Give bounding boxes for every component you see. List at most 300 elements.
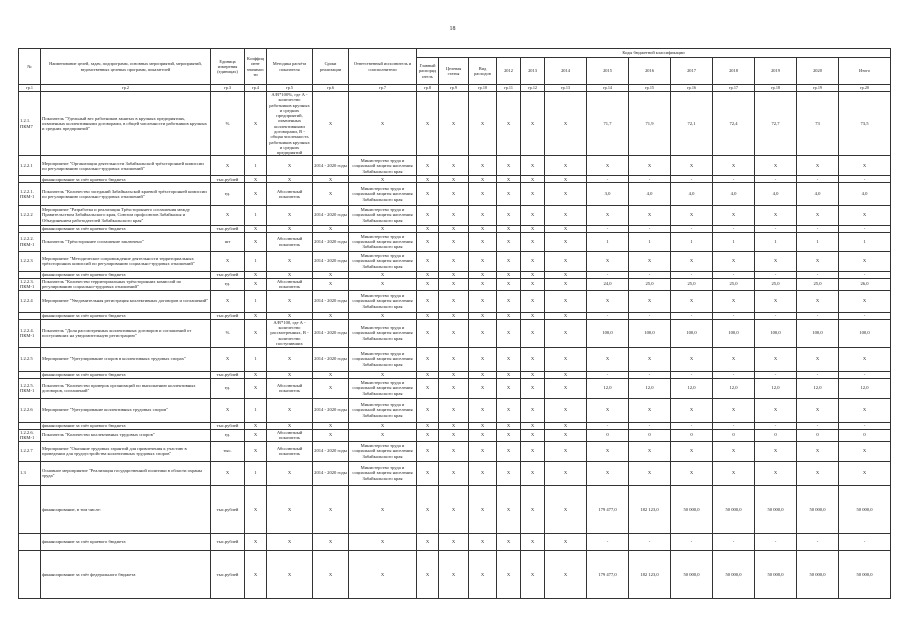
row-cell: Х: [587, 251, 629, 271]
row-cell: -: [755, 371, 797, 378]
row-cell: -: [713, 225, 755, 232]
row-cell: Х: [629, 461, 671, 485]
row-cell: Х: [469, 271, 497, 278]
row-cell: Х: [439, 312, 469, 319]
row-cell: Х: [713, 398, 755, 422]
row-cell: Х: [671, 205, 713, 225]
row-cell: Х: [439, 398, 469, 422]
row-cell: Х: [211, 156, 245, 176]
row-cell: 100,0: [755, 319, 797, 347]
row-title: Показатель "Количество коллективных трудовых споров": [41, 429, 211, 441]
row-cell: Х: [839, 461, 891, 485]
row-cell: Х: [713, 347, 755, 371]
row-cell: Х: [521, 461, 545, 485]
row-cell: -: [671, 271, 713, 278]
column-number: гр.1: [19, 85, 41, 92]
header-year: 2016: [629, 58, 671, 85]
row-cell: Х: [469, 290, 497, 312]
row-cell: Х: [469, 347, 497, 371]
row-cell: -: [587, 176, 629, 183]
row-cell: ед.: [211, 429, 245, 441]
row-cell: 1: [245, 156, 267, 176]
row-cell: Министерство труда и социальной защиты населения Забайкальского края: [349, 378, 417, 398]
row-cell: Х: [497, 347, 521, 371]
row-cell: 1: [797, 232, 839, 251]
row-title: Показатель "Количество проверок организаций по выполнению коллективных договоров, соглашений": [41, 378, 211, 398]
row-cell: Х: [417, 441, 439, 461]
row-cell: -: [629, 225, 671, 232]
row-cell: Х: [545, 225, 587, 232]
row-cell: -: [587, 225, 629, 232]
row-cell: 50 000,0: [797, 485, 839, 534]
row-cell: Х: [349, 422, 417, 429]
row-title: Мероприятие "Оказание трудовых гарантий для привлечения к участию в проведении для трудоустройства коллективных трудовых споров": [41, 441, 211, 461]
row-cell: -: [587, 312, 629, 319]
row-cell: Х: [587, 441, 629, 461]
row-cell: 2014 - 2020 годы: [313, 319, 349, 347]
column-number: гр.15: [629, 85, 671, 92]
row-cell: -: [839, 534, 891, 551]
row-cell: 4,0: [671, 183, 713, 205]
row-cell: %: [211, 319, 245, 347]
row-cell: тыс.рублей: [211, 176, 245, 183]
row-cell: Х: [439, 371, 469, 378]
row-cell: Х: [545, 251, 587, 271]
row-cell: Х: [439, 485, 469, 534]
row-cell: Х: [313, 312, 349, 319]
row-cell: Министерство труда и социальной защиты населения Забайкальского края: [349, 347, 417, 371]
row-cell: Х: [521, 422, 545, 429]
row-cell: -: [797, 422, 839, 429]
row-cell: Х: [521, 183, 545, 205]
row-cell: Х: [497, 398, 521, 422]
row-cell: Х: [839, 441, 891, 461]
row-cell: -: [755, 176, 797, 183]
row-cell: 3,0: [587, 183, 629, 205]
row-title: финансирование за счёт краевого бюджета: [41, 225, 211, 232]
row-cell: Х: [211, 398, 245, 422]
header-terms: Сроки реализации: [313, 49, 349, 85]
row-cell: Х: [755, 156, 797, 176]
header-coef: Коэффициент значимости: [245, 49, 267, 85]
table-row: [19, 378, 891, 398]
row-cell: тыс.рублей: [211, 225, 245, 232]
row-cell: Х: [545, 278, 587, 290]
row-cell: тыс.: [211, 441, 245, 461]
row-code: [19, 534, 41, 551]
row-cell: Х: [469, 205, 497, 225]
row-cell: Х: [587, 290, 629, 312]
column-number: гр.18: [755, 85, 797, 92]
column-number: гр.2: [41, 85, 211, 92]
row-cell: -: [797, 312, 839, 319]
row-cell: Х: [797, 398, 839, 422]
row-cell: Х: [245, 319, 267, 347]
row-cell: Х: [211, 347, 245, 371]
header-year: 2018: [713, 58, 755, 85]
row-cell: Х: [521, 441, 545, 461]
header-unit: Единица измерения (единицах): [211, 49, 245, 85]
row-cell: 50 000,0: [671, 485, 713, 534]
row-cell: 2014 - 2020 годы: [313, 251, 349, 271]
row-cell: 182 123,0: [629, 485, 671, 534]
row-cell: Х: [417, 319, 439, 347]
row-cell: 4,0: [755, 183, 797, 205]
row-cell: Х: [267, 371, 313, 378]
row-cell: Х: [545, 271, 587, 278]
row-cell: Х: [469, 378, 497, 398]
row-cell: Х: [267, 290, 313, 312]
row-cell: 179 477,0: [587, 550, 629, 599]
row-title: финансирование за счёт краевого бюджета: [41, 271, 211, 278]
row-cell: Х: [469, 225, 497, 232]
row-cell: Х: [545, 205, 587, 225]
row-cell: Х: [671, 347, 713, 371]
row-cell: -: [629, 312, 671, 319]
row-cell: Х: [245, 271, 267, 278]
row-cell: Х: [349, 429, 417, 441]
row-cell: Х: [417, 398, 439, 422]
row-cell: Х: [469, 183, 497, 205]
row-cell: Х: [545, 290, 587, 312]
row-cell: 1: [587, 232, 629, 251]
row-cell: -: [671, 225, 713, 232]
row-cell: 0: [839, 429, 891, 441]
row-cell: Х: [245, 176, 267, 183]
row-cell: 12,0: [797, 378, 839, 398]
row-cell: Х: [713, 290, 755, 312]
row-code: 1.2.1. ПКМ7: [19, 92, 41, 156]
row-title: финансирование за счёт краевого бюджета: [41, 176, 211, 183]
table-row: [19, 550, 891, 599]
row-cell: Х: [497, 429, 521, 441]
row-cell: Х: [439, 347, 469, 371]
row-cell: Х: [521, 156, 545, 176]
row-title: Основное мероприятие "Реализация государственной политики в области охраны труда": [41, 461, 211, 485]
row-cell: Х: [349, 278, 417, 290]
header-no: №: [19, 49, 41, 85]
row-cell: Х: [545, 398, 587, 422]
row-cell: -: [797, 225, 839, 232]
row-cell: Абсолютный показатель: [267, 429, 313, 441]
row-cell: Х: [313, 429, 349, 441]
row-code: [19, 176, 41, 183]
row-cell: Х: [417, 550, 439, 599]
row-cell: Х: [245, 371, 267, 378]
row-title: Мероприятие "Методическое сопровождение деятельности территориальных трёхсторонних комиссий по регулированию социально-трудовых отношений": [41, 251, 211, 271]
row-cell: 100,0: [671, 319, 713, 347]
row-cell: Х: [497, 176, 521, 183]
table-row: [19, 429, 891, 441]
row-cell: Х: [439, 441, 469, 461]
row-cell: Х: [349, 271, 417, 278]
row-cell: 100,0: [713, 319, 755, 347]
row-cell: 12,0: [587, 378, 629, 398]
row-cell: Х: [713, 205, 755, 225]
row-cell: Х: [755, 441, 797, 461]
row-cell: Х: [439, 176, 469, 183]
row-cell: Х: [245, 92, 267, 156]
row-cell: Х: [417, 371, 439, 378]
row-cell: 73,5: [839, 92, 891, 156]
row-title: финансирование за счёт федерального бюджета: [41, 550, 211, 599]
row-cell: Х: [521, 278, 545, 290]
row-cell: Х: [497, 232, 521, 251]
header-year: 2019: [755, 58, 797, 85]
row-cell: Х: [629, 205, 671, 225]
header-row-1: [19, 49, 891, 58]
row-cell: Х: [545, 422, 587, 429]
row-cell: Х: [439, 205, 469, 225]
row-cell: 4,0: [713, 183, 755, 205]
row-cell: Х: [671, 290, 713, 312]
row-cell: Х: [417, 485, 439, 534]
row-title: Показатель "Удельный вес работников занятых в крупных предприятиях, охваченных коллективными договорами, в общей численности работников крупных и средних предприятий": [41, 92, 211, 156]
row-cell: -: [839, 271, 891, 278]
row-cell: 25,0: [797, 278, 839, 290]
header-grbs: Главный распорядитель: [417, 58, 439, 85]
row-cell: Х: [545, 312, 587, 319]
row-cell: Х: [497, 534, 521, 551]
row-cell: 0: [587, 429, 629, 441]
row-cell: 1: [755, 232, 797, 251]
row-cell: -: [713, 422, 755, 429]
row-cell: Х: [349, 312, 417, 319]
row-code: 1.2.2.1: [19, 156, 41, 176]
row-cell: Х: [417, 534, 439, 551]
row-cell: Х: [521, 319, 545, 347]
row-cell: Х: [839, 290, 891, 312]
header-year: 2013: [521, 58, 545, 85]
row-code: 1.2.2.1. ПКМ-1: [19, 183, 41, 205]
row-cell: Министерство труда и социальной защиты населения Забайкальского края: [349, 398, 417, 422]
row-cell: -: [839, 176, 891, 183]
table-row: [19, 176, 891, 183]
row-cell: Х: [545, 183, 587, 205]
row-title: Показатель "Количество заседаний Забайкальской краевой трёхсторонней комиссии по регулированию социально-трудовых отношений": [41, 183, 211, 205]
row-cell: 50 000,0: [839, 550, 891, 599]
header-year: 2017: [671, 58, 713, 85]
row-cell: Х: [545, 485, 587, 534]
row-cell: Х: [439, 92, 469, 156]
row-cell: 12,0: [629, 378, 671, 398]
row-cell: Х: [497, 550, 521, 599]
row-cell: Х: [521, 271, 545, 278]
row-cell: %: [211, 92, 245, 156]
row-cell: Х: [245, 534, 267, 551]
row-cell: Х: [521, 312, 545, 319]
row-cell: Х: [497, 485, 521, 534]
row-cell: 24,0: [587, 278, 629, 290]
header-year: 2014: [545, 58, 587, 85]
row-cell: Х: [417, 312, 439, 319]
row-title: финансирование, в том числе:: [41, 485, 211, 534]
row-cell: 2014 - 2020 годы: [313, 347, 349, 371]
row-cell: 4,0: [839, 183, 891, 205]
row-cell: Х: [245, 278, 267, 290]
row-cell: Х: [797, 347, 839, 371]
row-cell: Х: [439, 550, 469, 599]
row-code: 1.2.2.3: [19, 251, 41, 271]
row-cell: -: [629, 534, 671, 551]
row-cell: Х: [521, 232, 545, 251]
row-cell: -: [671, 176, 713, 183]
row-cell: Х: [245, 232, 267, 251]
row-cell: Х: [629, 398, 671, 422]
row-code: [19, 271, 41, 278]
row-code: [19, 422, 41, 429]
row-cell: Х: [211, 290, 245, 312]
row-cell: Х: [439, 271, 469, 278]
row-cell: Х: [267, 461, 313, 485]
row-cell: Х: [211, 461, 245, 485]
row-title: финансирование за счёт краевого бюджета: [41, 534, 211, 551]
row-cell: 12,0: [839, 378, 891, 398]
table-row: [19, 534, 891, 551]
row-title: Показатель "Трёхстороннее соглашение заключено": [41, 232, 211, 251]
row-cell: Х: [245, 378, 267, 398]
row-cell: 25,0: [713, 278, 755, 290]
row-cell: Х: [521, 429, 545, 441]
row-cell: Х: [497, 156, 521, 176]
row-cell: Х: [267, 534, 313, 551]
row-code: 1.2.2.4: [19, 290, 41, 312]
row-cell: Х: [313, 176, 349, 183]
row-title: финансирование за счёт краевого бюджета: [41, 422, 211, 429]
column-number-row: [19, 85, 891, 92]
row-cell: Х: [545, 461, 587, 485]
row-cell: Х: [267, 398, 313, 422]
row-cell: Министерство труда и социальной защиты населения Забайкальского края: [349, 319, 417, 347]
table-body: [19, 85, 891, 599]
row-cell: -: [587, 371, 629, 378]
row-cell: 72,7: [755, 92, 797, 156]
row-cell: Х: [439, 278, 469, 290]
row-cell: Х: [313, 225, 349, 232]
column-number: гр.11: [497, 85, 521, 92]
row-cell: Х: [417, 461, 439, 485]
row-cell: Х: [267, 225, 313, 232]
row-cell: -: [797, 271, 839, 278]
row-title: Мероприятие "Урегулирование коллективных трудовых споров": [41, 398, 211, 422]
row-cell: Х: [417, 429, 439, 441]
row-cell: Х: [469, 534, 497, 551]
row-cell: Х: [521, 251, 545, 271]
table-row: [19, 290, 891, 312]
table-row: [19, 183, 891, 205]
row-title: Мероприятие "Организация деятельности Забайкальской трёхсторонней комиссии по регулированию социально-трудовых отношений": [41, 156, 211, 176]
table-row: [19, 271, 891, 278]
row-cell: Министерство труда и социальной защиты населения Забайкальского края: [349, 251, 417, 271]
row-cell: тыс.рублей: [211, 271, 245, 278]
row-cell: тыс.рублей: [211, 371, 245, 378]
table-row: [19, 92, 891, 156]
row-cell: тыс.рублей: [211, 422, 245, 429]
row-cell: Х: [439, 461, 469, 485]
row-cell: Х: [671, 156, 713, 176]
row-cell: -: [671, 534, 713, 551]
row-cell: Х: [469, 312, 497, 319]
row-cell: Х: [545, 534, 587, 551]
row-cell: Х: [839, 205, 891, 225]
row-cell: Х: [417, 290, 439, 312]
row-cell: 50 000,0: [713, 550, 755, 599]
row-cell: Х: [469, 429, 497, 441]
row-cell: Х: [267, 156, 313, 176]
row-cell: Х: [267, 485, 313, 534]
header-name: Наименование целей, задач, подпрограмм, основных мероприятий, мероприятий, ведомственных целевых программ, показателей: [41, 49, 211, 85]
column-number: гр.20: [839, 85, 891, 92]
row-code: [19, 550, 41, 599]
row-cell: 50 000,0: [755, 485, 797, 534]
row-cell: Х: [545, 371, 587, 378]
row-cell: Х: [545, 429, 587, 441]
row-cell: -: [671, 371, 713, 378]
row-cell: Х: [439, 183, 469, 205]
row-cell: Х: [349, 371, 417, 378]
row-cell: Х: [313, 550, 349, 599]
row-cell: Х: [313, 92, 349, 156]
row-cell: Х: [417, 251, 439, 271]
row-cell: Х: [797, 441, 839, 461]
row-cell: Х: [587, 347, 629, 371]
row-cell: -: [755, 422, 797, 429]
row-cell: Х: [521, 225, 545, 232]
row-cell: Х: [439, 319, 469, 347]
header-year: 2020: [797, 58, 839, 85]
row-cell: 2014 - 2020 годы: [313, 205, 349, 225]
row-cell: Х: [497, 225, 521, 232]
row-cell: 100,0: [629, 319, 671, 347]
row-cell: 25,0: [629, 278, 671, 290]
row-cell: Х: [417, 232, 439, 251]
row-cell: Х: [313, 485, 349, 534]
row-cell: тыс.рублей: [211, 534, 245, 551]
program-table: [18, 48, 891, 599]
row-cell: Х: [713, 461, 755, 485]
row-cell: Х: [267, 205, 313, 225]
row-cell: 4,0: [797, 183, 839, 205]
row-cell: Х: [545, 441, 587, 461]
row-cell: -: [839, 312, 891, 319]
column-number: гр.16: [671, 85, 713, 92]
row-cell: -: [629, 176, 671, 183]
row-cell: Х: [755, 461, 797, 485]
row-cell: Х: [545, 347, 587, 371]
row-cell: Х: [521, 92, 545, 156]
row-cell: Х: [797, 461, 839, 485]
row-cell: 12,0: [671, 378, 713, 398]
row-cell: Х: [755, 251, 797, 271]
row-cell: Х: [313, 278, 349, 290]
row-cell: тыс.рублей: [211, 550, 245, 599]
row-cell: Х: [755, 205, 797, 225]
row-cell: Х: [469, 232, 497, 251]
row-cell: -: [713, 176, 755, 183]
row-cell: 179 477,0: [587, 485, 629, 534]
header-year: 2015: [587, 58, 629, 85]
table-row: [19, 312, 891, 319]
row-cell: Х: [469, 156, 497, 176]
row-cell: Абсолютный показатель: [267, 441, 313, 461]
row-cell: Х: [713, 156, 755, 176]
row-cell: -: [713, 271, 755, 278]
row-cell: ед.: [211, 183, 245, 205]
row-cell: Х: [245, 550, 267, 599]
row-cell: Х: [349, 92, 417, 156]
row-cell: Х: [349, 485, 417, 534]
row-cell: Х: [587, 156, 629, 176]
